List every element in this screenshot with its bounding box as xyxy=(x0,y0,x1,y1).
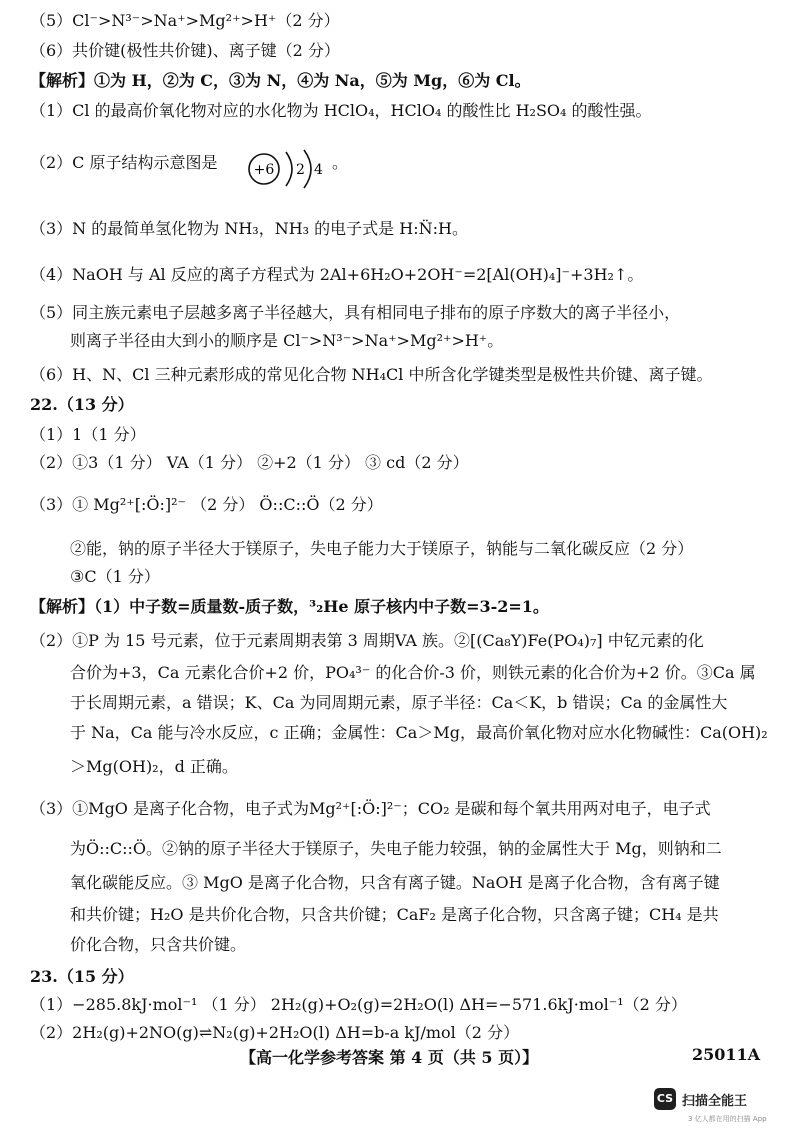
footer-title: 【高一化学参考答案 第 4 页（共 5 页）】 xyxy=(240,1048,539,1067)
watermark-name: 扫描全能王 xyxy=(682,1094,748,1109)
analysis-line-5b: 则离子半径由大到小的顺序是 Cl⁻>N³⁻>Na⁺>Mg²⁺>H⁺。 xyxy=(70,331,504,350)
q22-analysis-3d: 和共价键；H₂O 是共价化合物，只含共价键；CaF₂ 是离子化合物，只含离子键；CH₄ 是共 xyxy=(70,905,719,924)
watermark-tagline: 3 亿人都在用的扫描 App xyxy=(688,1115,767,1123)
q22-analysis-2c: 于长周期元素，a 错误；K、Ca 为同周期元素，原子半径：Ca＜K，b 错误；Ca 的金属性大 xyxy=(70,693,728,712)
q22-analysis-2d: 于 Na，Ca 能与冷水反应，c 正确；金属性：Ca＞Mg，最高价氧化物对应水化物碱性：Ca(OH)₂ xyxy=(70,723,768,742)
answer-line-5: （5）Cl⁻>N³⁻>Na⁺>Mg²⁺>H⁺（2 分） xyxy=(30,11,340,30)
carbon-atom-diagram xyxy=(246,148,330,190)
q22-answer-3b: ②能，钠的原子半径大于镁原子，失电子能力大于镁原子，钠能与二氧化碳反应（2 分） xyxy=(70,539,694,558)
q22-analysis-2e: ＞Mg(OH)₂，d 正确。 xyxy=(70,757,238,776)
q22-analysis-2b: 合价为+3，Ca 元素化合价+2 价，PO₄³⁻ 的化合价-3 价，则铁元素的化合价为+2 价。③Ca 属 xyxy=(70,663,756,682)
q22-answer-3: （3）① Mg²⁺[:Ö:]²⁻ （2 分） Ö::C::Ö（2 分） xyxy=(30,495,383,514)
analysis-line-3: （3）N 的最简单氢化物为 NH₃，NH₃ 的电子式是 H:N̈:H。 xyxy=(30,219,468,238)
footer-code: 25011A xyxy=(692,1045,761,1064)
analysis-line-6: （6）H、N、Cl 三种元素形成的常见化合物 NH₄Cl 中所含化学键类型是极性共价键、离子键。 xyxy=(30,365,713,384)
analysis-line-5a: （5）同主族元素电子层越多离子半径越大，具有相同电子排布的原子序数大的离子半径小， xyxy=(30,303,681,322)
q23-heading: 23.（15 分） xyxy=(30,967,134,986)
q22-answer-2: （2）①3（1 分） VA（1 分） ②+2（1 分） ③ cd（2 分） xyxy=(30,453,469,472)
electron-shell-1 xyxy=(286,152,292,186)
nucleus-charge: +6 xyxy=(253,162,275,178)
q22-analysis-3b: 为Ö::C::Ö。②钠的原子半径大于镁原子，失电子能力较强，钠的金属性大于 Mg，则钠和二 xyxy=(70,839,722,858)
scanner-watermark xyxy=(654,1086,794,1126)
q22-heading: 22.（13 分） xyxy=(30,395,134,414)
shell-1-count: 2 xyxy=(296,162,305,178)
shell-2-count: 4 xyxy=(314,162,323,178)
answer-line-6: （6）共价键(极性共价键)、离子键（2 分） xyxy=(30,41,340,60)
q22-analysis-3a: （3）①MgO 是离子化合物，电子式为Mg²⁺[:Ö:]²⁻；CO₂ 是碳和每个氧共用两对电子，电子式 xyxy=(30,799,711,818)
q22-answer-1: （1）1（1 分） xyxy=(30,425,146,444)
analysis-heading: 【解析】①为 H，②为 C，③为 N，④为 Na，⑤为 Mg，⑥为 Cl。 xyxy=(30,71,531,90)
analysis-line-1: （1）Cl 的最高价氧化物对应的水化物为 HClO₄，HClO₄ 的酸性比 H₂SO₄ 的酸性强。 xyxy=(30,101,652,120)
period-mark: 。 xyxy=(332,153,349,172)
analysis-line-4: （4）NaOH 与 Al 反应的离子方程式为 2Al+6H₂O+2OH⁻=2[Al(OH)₄]⁻+3H₂↑。 xyxy=(30,265,644,284)
q23-answer-2: （2）2H₂(g)+2NO(g)⇌N₂(g)+2H₂O(l) ΔH=b-a kJ/mol（2 分） xyxy=(30,1023,520,1042)
q23-answer-1: （1）−285.8kJ·mol⁻¹ （1 分） 2H₂(g)+O₂(g)=2H₂O(l) ΔH=−571.6kJ·mol⁻¹（2 分） xyxy=(30,995,687,1014)
q22-analysis-2a: （2）①P 为 15 号元素，位于元素周期表第 3 周期VA 族。②[(Ca₈Y)Fe(PO₄)₇] 中钇元素的化 xyxy=(30,631,704,650)
q22-answer-3c: ③C（1 分） xyxy=(70,567,160,586)
electron-shell-2 xyxy=(304,150,311,188)
q22-analysis-3e: 价化合物，只含共价键。 xyxy=(70,935,247,954)
q22-analysis-1: 【解析】（1）中子数=质量数-质子数，³₂He 原子核内中子数=3-2=1。 xyxy=(30,597,549,616)
q22-analysis-3c: 氧化碳能反应。③ MgO 是离子化合物，只含有离子键。NaOH 是离子化合物，含有离子键 xyxy=(70,873,720,892)
analysis-line-2: （2）C 原子结构示意图是 xyxy=(30,153,218,172)
camscanner-logo-icon: CS xyxy=(654,1088,676,1110)
